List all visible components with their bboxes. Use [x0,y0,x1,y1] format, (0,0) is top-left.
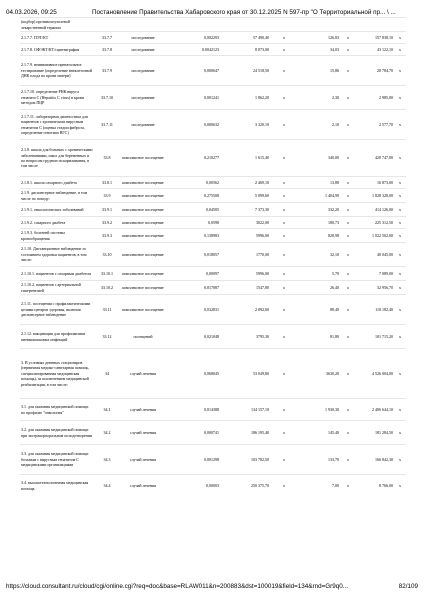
row-value-2: 4 526 004,00 [356,349,394,399]
row-cost: 3 320,10 [220,110,270,140]
table-row [20,203,406,217]
row-cost: 7 373,30 [220,203,270,217]
table-row [20,229,406,243]
row-value-2: 20 784,70 [356,56,394,86]
row-cost: 8 073,00 [220,44,270,56]
row-value-1: 81,80 [298,325,340,349]
row-unit: исследование [120,32,166,44]
row-value-1: 34,03 [298,44,340,56]
row-x1 [270,18,298,32]
row-value-2: 420 747,00 [356,140,394,177]
row-code: 33.8.1 [94,177,120,189]
row-unit: комплексное посещение [120,177,166,189]
row-value-1: 828,98 [298,229,340,243]
row-code: 34.4 [94,475,120,497]
table-row [20,217,406,229]
row-cost: 57 490,40 [220,32,270,44]
row-norm: 0,138983 [166,229,220,243]
row-x1: х [270,281,298,295]
row-value-2: 43 122,10 [356,44,394,56]
row-name: 2.1.8.1. школа сахарного диабета [20,177,94,189]
row-cost: 2 092,00 [220,295,270,325]
row-value-2: 2 985,00 [356,86,394,110]
row-x2: х [340,229,356,243]
row-cost: 5996,00 [220,267,270,281]
row-x3: х [394,399,406,421]
row-x3: х [394,56,406,86]
table-row [20,18,406,32]
row-name: 2.1.9.1. онкологических заболеваний [20,203,94,217]
table-row [20,32,406,44]
row-cost: 3022,00 [220,217,270,229]
row-x3: х [394,295,406,325]
row-value-2: 414 126,00 [356,203,394,217]
row-value-2: 1 828 328,00 [356,189,394,203]
row-unit: комплексное посещение [120,281,166,295]
row-value-2: 32 956,70 [356,281,394,295]
table-row [20,140,406,177]
row-unit: комплексное посещение [120,229,166,243]
row-value-1: 145,40 [298,421,340,445]
row-x2: х [340,349,356,399]
row-value-2 [356,18,394,32]
row-value-1: 2,10 [298,110,340,140]
row-norm: 0,00562 [166,177,220,189]
row-norm: 0,0598 [166,217,220,229]
row-x2: х [340,445,356,475]
row-x1: х [270,243,298,267]
row-x1: х [270,421,298,445]
row-value-2: 16 873,00 [356,177,394,189]
row-name: 2.1.9.3. болезней системы кровообращения [20,229,94,243]
row-x2: х [340,203,356,217]
row-x2: х [340,267,356,281]
row-x2: х [340,281,356,295]
row-name: 2.1.12. вакцинация для профилактики пневмококковых инфекций [20,325,94,349]
row-name: 2.1.10. Дистанционное наблюдение за состоянием здоровья пациентов, в том числе: [20,243,94,267]
row-norm: 0,000647 [166,56,220,86]
row-name: 3.2. для оказания медицинской помощи при экстракорпоральном оплодотворении [20,421,94,445]
row-x2: х [340,189,356,203]
row-x1: х [270,445,298,475]
table-row [20,445,406,475]
row-unit: исследование [120,44,166,56]
table-row [20,349,406,399]
row-value-1 [298,18,340,32]
row-x3: х [394,445,406,475]
row-norm: 0,014388 [166,399,220,421]
row-x2: х [340,177,356,189]
row-code: 33.10 [94,243,120,267]
row-value-1: 332,20 [298,203,340,217]
row-x2: х [340,325,356,349]
row-x1: х [270,189,298,203]
row-x1: х [270,140,298,177]
row-x2: х [340,475,356,497]
row-x2: х [340,56,356,86]
row-cost: 1547,80 [220,281,270,295]
row-value-2: 8 766,00 [356,475,394,497]
row-value-1: 1 930,30 [298,399,340,421]
document-title: Постановление Правительства Хабаровского края от 30.12.2025 N 597-пр "О Территориальной пр... \ ... [92,9,396,16]
row-norm: 0,032831 [166,295,220,325]
row-name: 2.1.7.11. лабораторная диагностика для пациентов с хроническим вирусным гепатитом С (оценка стадии фиброза, определение генотипа ВГС) [20,110,94,140]
table-row [20,267,406,281]
row-cost: 3795,30 [220,325,270,349]
row-code: 33.7.8 [94,44,120,56]
row-name: 2.1.10.2. пациентов с артериальной гипертензией [20,281,94,295]
row-x3: х [394,86,406,110]
row-name: 2.1.10.1. пациентов с сахарным диабетом [20,267,94,281]
row-x3: х [394,229,406,243]
row-unit: комплексное посещение [120,295,166,325]
page-number: 82/109 [398,583,418,590]
row-code: 33.8 [94,140,120,177]
row-x3: х [394,349,406,399]
row-code: 33.10.2 [94,281,120,295]
table-row [20,56,406,86]
row-cost [220,18,270,32]
row-cost: 103 782,50 [220,445,270,475]
row-x3: х [394,267,406,281]
row-x1: х [270,229,298,243]
row-unit: случай лечения [120,399,166,421]
row-cost: 2 469,10 [220,177,270,189]
row-name: 3.4. высокотехнологичная медицинская помощь [20,475,94,497]
row-norm: 0,04505 [166,203,220,217]
row-value-1: 1 404,99 [298,189,340,203]
row-norm: 0,0042123 [166,44,220,56]
page-url: https://cloud.consultant.ru/cloud/cgi/online.cgi?req=doc&base=RLAW011&n=200883&dst=100019&field=134&rnd=Gr9q0... [6,583,349,590]
table-body [20,18,406,497]
row-x3: х [394,475,406,497]
row-unit: исследование [120,86,166,110]
table-row [20,399,406,421]
row-value-1: 7,00 [298,475,340,497]
row-code: 33.11 [94,295,120,325]
row-code: 34 [94,349,120,399]
row-norm: 0,018057 [166,243,220,267]
row-norm: 0,00097 [166,267,220,281]
row-x3: х [394,32,406,44]
row-cost: 5 099,60 [220,189,270,203]
row-name: 3.3. для оказания медицинской помощи больным с вирусным гепатитом С медицинскими организациями [20,445,94,475]
row-value-2: 166 842,30 [356,445,394,475]
row-code: 34.3 [94,445,120,475]
row-value-2: 157 838,10 [356,32,394,44]
row-unit: комплексное посещение [120,243,166,267]
row-norm: 0,068045 [166,349,220,399]
row-x3 [394,18,406,32]
row-name: 3. В условиях дневных стационаров (первичная медико-санитарная помощь, специализированная медицинская помощь), за исключением медицинской реабилитации, в том числе: [20,349,94,399]
row-code: 33.7.10 [94,86,120,110]
print-datetime: 04.03.2026, 09:25 [6,9,57,16]
row-code: 33.9.1 [94,203,120,217]
row-name: 2.1.7.8. ОФЭКТ/КТ/сцинтиграфия [20,44,94,56]
row-value-2: 40 045,00 [356,243,394,267]
row-x1: х [270,203,298,217]
row-value-1: 13,88 [298,177,340,189]
row-value-2: 1 022 502,00 [356,229,394,243]
row-x1: х [270,267,298,281]
row-x3: х [394,177,406,189]
row-value-1: 126,83 [298,32,340,44]
row-norm: 0,000632 [166,110,220,140]
row-value-2: 225 312,50 [356,217,394,229]
row-code: 33.9.3 [94,229,120,243]
row-value-1: 15,86 [298,56,340,86]
row-norm: 0,210277 [166,140,220,177]
row-norm: 0,275508 [166,189,220,203]
row-name: 2.1.7.9. неинвазивное пренатальное тестирование (определение внеклеточной ДНК плода по крови матери) [20,56,94,86]
table-row [20,110,406,140]
row-name: 2.1.9.2. сахарного диабета [20,217,94,229]
row-value-2: 181 284,50 [356,421,394,445]
row-x1: х [270,475,298,497]
row-x1: х [270,32,298,44]
table-row [20,475,406,497]
row-x2: х [340,140,356,177]
row-code: 33.7.11 [94,110,120,140]
row-cost: 53 049,80 [220,349,270,399]
row-x1: х [270,177,298,189]
row-x1: х [270,86,298,110]
row-unit: исследование [120,56,166,86]
table-row [20,325,406,349]
table-row [20,86,406,110]
row-cost: 134 157,10 [220,399,270,421]
row-unit: посещений [120,325,166,349]
row-x3: х [394,217,406,229]
table-row [20,44,406,56]
row-cost: 1 862,20 [220,86,270,110]
table-row [20,281,406,295]
row-x2: х [340,32,356,44]
row-value-1: 32,10 [298,243,340,267]
row-x2: х [340,295,356,325]
row-norm: 0,000741 [166,421,220,445]
row-x3: х [394,243,406,267]
row-x2: х [340,243,356,267]
row-value-2: 2 577,70 [356,110,394,140]
row-code: 33.7.9 [94,56,120,86]
row-code: 34.1 [94,399,120,421]
row-name: (кодбор) противоопухолевой лекарственной терапии [20,18,94,32]
row-unit: случай лечения [120,421,166,445]
row-x3: х [394,110,406,140]
row-x1: х [270,325,298,349]
row-x1: х [270,44,298,56]
table-row [20,177,406,189]
row-unit: комплексное посещение [120,203,166,217]
row-x2: х [340,421,356,445]
row-code: 33.9 [94,189,120,203]
row-value-2: 101 715,20 [356,325,394,349]
row-name: 3.1. для оказания медицинской помощи по профилю "онкология" [20,399,94,421]
row-unit [120,18,166,32]
row-unit: комплексное посещение [120,140,166,177]
row-unit: случай лечения [120,445,166,475]
row-x3: х [394,189,406,203]
row-x1: х [270,349,298,399]
row-unit: случай лечения [120,349,166,399]
row-x2 [340,18,356,32]
row-x2: х [340,399,356,421]
row-name: 2.1.11. посещения с профилактическими целями центров здоровья, включая диспансерное наблюдение [20,295,94,325]
row-name: 2.1.7.10. определение РНК вируса гепатита С (Hepatitis C virus) в крови методом ПЦР [20,86,94,110]
row-cost: 1 615,40 [220,140,270,177]
row-cost: 250 375,70 [220,475,270,497]
table-row [20,189,406,203]
row-code [94,18,120,32]
row-x2: х [340,110,356,140]
row-code: 34.2 [94,421,120,445]
row-cost: 1770,00 [220,243,270,267]
row-x2: х [340,86,356,110]
row-x1: х [270,217,298,229]
row-value-2: 7 089,00 [356,267,394,281]
row-value-2: 110 182,40 [356,295,394,325]
row-x1: х [270,295,298,325]
row-value-1: 133,70 [298,445,340,475]
row-cost: 24 518,50 [220,56,270,86]
row-code: 33.9.2 [94,217,120,229]
data-table [20,17,406,497]
row-x2: х [340,217,356,229]
row-unit: исследование [120,110,166,140]
row-x3: х [394,281,406,295]
row-unit: комплексное посещение [120,189,166,203]
row-value-1: 180,73 [298,217,340,229]
row-unit: случай лечения [120,475,166,497]
row-unit: комплексное посещение [120,217,166,229]
row-cost: 186 195,40 [220,421,270,445]
row-x2: х [340,44,356,56]
row-code: 33.7.7 [94,32,120,44]
table-row [20,421,406,445]
row-value-1: 3630,20 [298,349,340,399]
row-norm: 0,017087 [166,281,220,295]
row-x3: х [394,203,406,217]
row-unit: комплексное посещение [120,267,166,281]
row-value-1: 2,30 [298,86,340,110]
table-row [20,243,406,267]
row-x1: х [270,110,298,140]
row-x1: х [270,399,298,421]
row-norm: 0,00003 [166,475,220,497]
row-code: 33.12 [94,325,120,349]
table-row [20,295,406,325]
row-x3: х [394,421,406,445]
row-norm: 0,002293 [166,32,220,44]
row-x3: х [394,140,406,177]
row-value-1: 340,00 [298,140,340,177]
row-cost: 5996,00 [220,229,270,243]
row-norm [166,18,220,32]
row-value-2: 2 406 644,10 [356,399,394,421]
row-code: 33.10.1 [94,267,120,281]
row-norm: 0,001241 [166,86,220,110]
row-name: 2.1.9. диспансерное наблюдение, в том числе по поводу: [20,189,94,203]
row-x3: х [394,325,406,349]
row-value-1: 88,40 [298,295,340,325]
row-x3: х [394,44,406,56]
row-x1: х [270,56,298,86]
row-norm: 0,001298 [166,445,220,475]
row-name: 2.1.8. школа для больных с хроническими заболеваниями, школ для беременных и по вопросам грудного вскармливания, в том числе [20,140,94,177]
row-name: 2.1.7.7. ПЭТ/КТ [20,32,94,44]
row-norm: 0,021048 [166,325,220,349]
row-value-1: 26,40 [298,281,340,295]
row-value-1: 5,70 [298,267,340,281]
